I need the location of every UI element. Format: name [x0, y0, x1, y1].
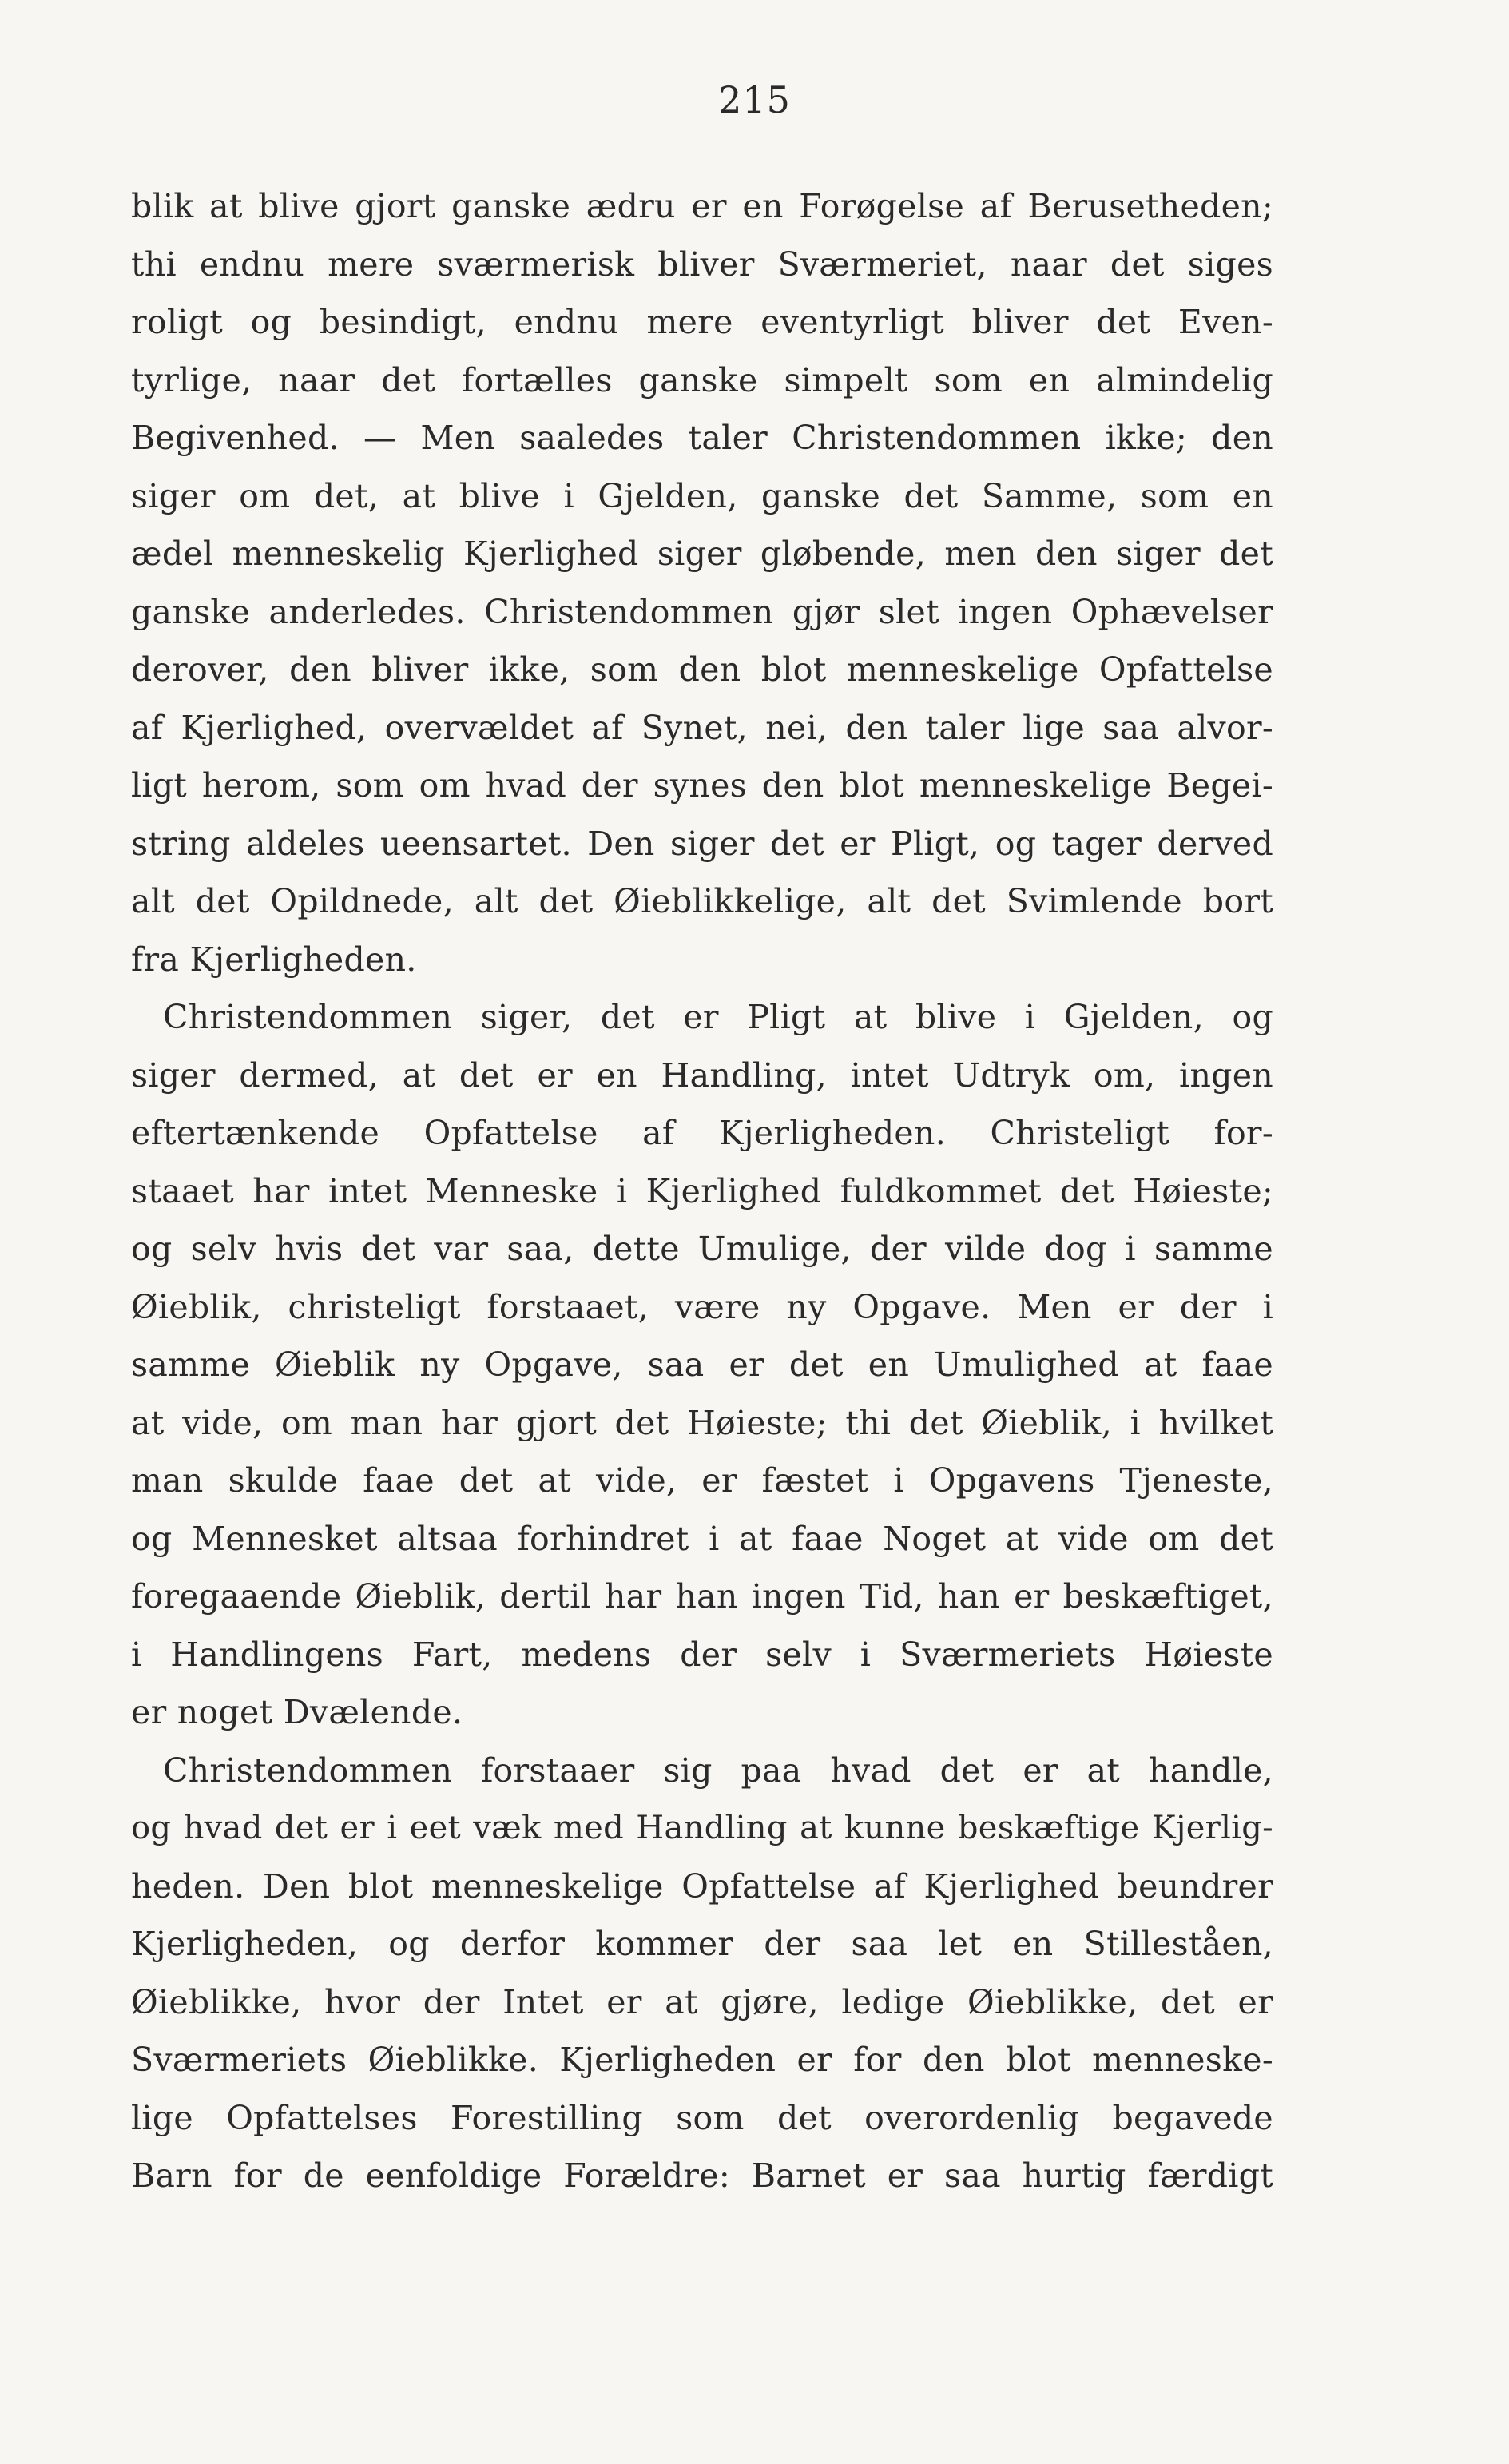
text-line: eftertænkende Opfattelse af Kjerligheden. Christeligt for-	[131, 1114, 1273, 1152]
text-line: tyrlige, naar det fortælles ganske simpelt som en almindelig	[131, 360, 1273, 399]
text-line: foregaaende Øieblik, dertil har han ingen Tid, han er beskæftiget,	[131, 1577, 1273, 1616]
text-line: og selv hvis det var saa, dette Umulige, der vilde dog i samme	[131, 1230, 1273, 1268]
text-line: man skulde faae det at vide, er fæstet i Opgavens Tjeneste,	[131, 1461, 1273, 1500]
text-line: roligt og besindigt, endnu mere eventyrligt bliver det Even-	[131, 303, 1273, 341]
text-line: derover, den bliver ikke, som den blot menneskelige Opfattelse	[131, 650, 1273, 689]
text-line: string aldeles ueensartet. Den siger det er Pligt, og tager derved	[131, 824, 1273, 863]
text-line: samme Øieblik ny Opgave, saa er det en Umulighed at faae	[131, 1345, 1273, 1384]
text-line: ligt herom, som om hvad der synes den blot menneskelige Begei-	[131, 766, 1273, 805]
body-text	[131, 177, 1273, 2205]
text-line: er noget Dvælende.	[131, 1693, 463, 1731]
text-line: siger dermed, at det er en Handling, intet Udtryk om, ingen	[131, 1055, 1273, 1095]
text-line: siger om det, at blive i Gjelden, ganske det Samme, som en	[131, 476, 1273, 515]
text-line: at vide, om man har gjort det Høieste; thi det Øieblik, i hvilket	[131, 1403, 1273, 1442]
text-line: ædel menneskelig Kjerlighed siger gløbende, men den siger det	[131, 535, 1273, 573]
text-line: Christendommen siger, det er Pligt at blive i Gjelden, og	[163, 998, 1273, 1036]
text-line: heden. Den blot menneskelige Opfattelse af Kjerlighed beundrer	[131, 1866, 1273, 1906]
text-line: Sværmeriets Øieblikke. Kjerligheden er for den blot menneske-	[131, 2041, 1273, 2079]
text-line: Øieblikke, hvor der Intet er at gjøre, ledige Øieblikke, det er	[131, 1982, 1273, 2021]
text-line: alt det Opildnede, alt det Øieblikkelige, alt det Svimlende bort	[131, 882, 1273, 920]
page-number: 215	[718, 78, 791, 121]
text-line: i Handlingens Fart, medens der selv i Sværmeriets Høieste	[131, 1635, 1273, 1674]
text-line: lige Opfattelses Forestilling som det overordenlig begavede	[131, 2098, 1273, 2137]
text-line: af Kjerlighed, overvældet af Synet, nei, den taler lige saa alvor-	[131, 708, 1273, 747]
text-line: thi endnu mere sværmerisk bliver Sværmeriet, naar det siges	[131, 244, 1273, 284]
text-line: staaet har intet Menneske i Kjerlighed fuldkommet det Høieste;	[131, 1171, 1273, 1210]
text-line: og Mennesket altsaa forhindret i at faae Noget at vide om det	[131, 1519, 1273, 1558]
text-line: og hvad det er i eet væk med Handling at kunne beskæftige Kjerlig-	[131, 1810, 1273, 1846]
text-line: Øieblik, christeligt forstaaet, være ny Opgave. Men er der i	[131, 1287, 1273, 1326]
text-line: Kjerligheden, og derfor kommer der saa let en Stilleståen,	[131, 1925, 1273, 1963]
text-line: ganske anderledes. Christendommen gjør slet ingen Ophævelser	[131, 592, 1273, 631]
text-line: blik at blive gjort ganske ædru er en Forøgelse af Berusetheden;	[131, 187, 1273, 225]
text-line: Christendommen forstaaer sig paa hvad det er at handle,	[163, 1751, 1273, 1790]
text-line: fra Kjerligheden.	[131, 940, 417, 979]
text-line: Begivenhed. — Men saaledes taler Christendommen ikke; den	[131, 419, 1273, 457]
text-line: Barn for de eenfoldige Forældre: Barnet er saa hurtig færdigt	[131, 2156, 1273, 2195]
